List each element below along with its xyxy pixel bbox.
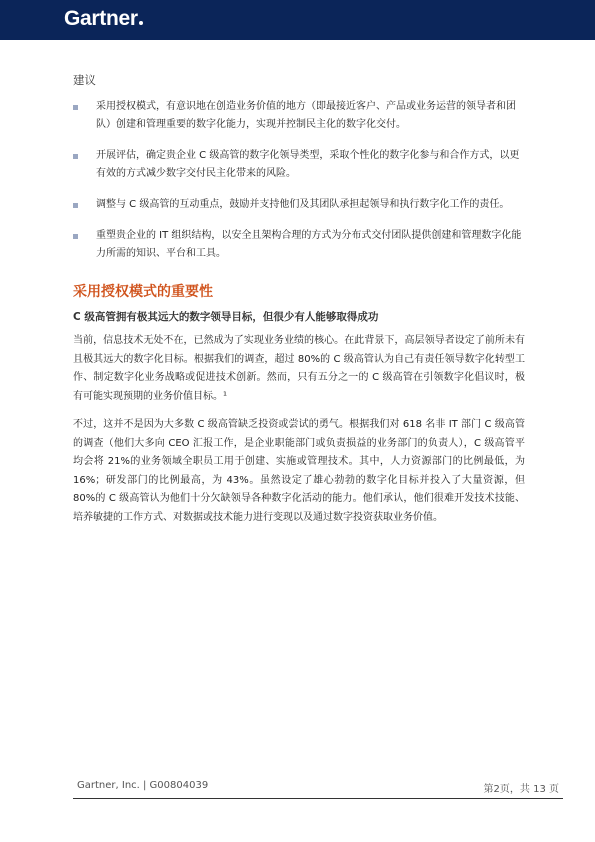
recommendation-item — [73, 147, 525, 183]
footer-document-id: Gartner, Inc. | G00804039 — [77, 780, 209, 791]
recommendations-list — [73, 98, 525, 263]
recommendation-item — [73, 98, 525, 134]
square-bullet-icon — [73, 105, 78, 110]
recommendation-text: 采用授权模式，有意识地在创造业务价值的地方（即最接近客户、产品或业务运营的领导者和团队）创建和管理重要的数字化能力，实现并控制民主化的数字化交付。 — [96, 101, 516, 130]
recommendation-text: 开展评估，确定贵企业 C 级高管的数字化领导类型，采取个性化的数字化参与和合作方式，以更有效的方式减少数字交付民主化带来的风险。 — [96, 150, 520, 179]
recommendation-text: 调整与 C 级高管的互动重点，鼓励并支持他们及其团队承担起领导和执行数字化工作的责任。 — [96, 199, 510, 210]
square-bullet-icon — [73, 203, 78, 208]
section-subheading: C 级高管拥有极其远大的数字领导目标，但很少有人能够取得成功 — [73, 311, 379, 323]
body-paragraph: 当前，信息技术无处不在，已然成为了实现业务业绩的核心。在此背景下，高层领导者设定了前所未有且极其远大的数字化目标。根据我们的调查，超过 80%的 C 级高管认为自己有责任领导数字化转型工作、制定数字化业务战略或促进技术创新。然而，只有五分之一的 C 级高管在引领数字化倡议时，极有可能实现预期的业务价值目标。¹ — [73, 335, 525, 402]
page-content — [73, 72, 525, 537]
square-bullet-icon — [73, 234, 78, 239]
gartner-logo[interactable] — [64, 7, 143, 31]
body-paragraph: 不过，这并不是因为大多数 C 级高管缺乏投资或尝试的勇气。根据我们对 618 名非 IT 部门 C 级高管的调查（他们大多向 CEO 汇报工作，是企业职能部门或负责损益的业务部门的负责人），C 级高管平均会将 21%的业务领域全职员工用于创建、实施或管理技术。其中，人力资源部门的比例最低，为 16%；研发部门的比例最高，为 43%。虽然设定了雄心勃勃的数字化目标并投入了大量资源，但 80%的 C 级高管认为他们十分欠缺领导各种数字化活动的能力。他们承认，他们很难开发技术技能、培养敏捷的工作方式、对数据或技术能力进行变现以及通过数字投资获取业务价值。 — [73, 419, 525, 523]
square-bullet-icon — [73, 154, 78, 159]
header-bar — [0, 0, 595, 40]
logo-text: Gartner — [64, 7, 138, 30]
logo-dot-icon — [139, 21, 143, 25]
footer-page-number: 第2页，共 13 页 — [483, 784, 559, 795]
recommendation-item — [73, 227, 525, 263]
section-heading: 采用授权模式的重要性 — [73, 284, 213, 300]
recommendations-label: 建议 — [73, 73, 96, 87]
page-footer — [73, 780, 563, 799]
recommendation-item — [73, 196, 525, 214]
recommendation-text: 重塑贵企业的 IT 组织结构，以安全且架构合理的方式为分布式交付团队提供创建和管理数字化能力所需的知识、平台和工具。 — [96, 230, 522, 259]
